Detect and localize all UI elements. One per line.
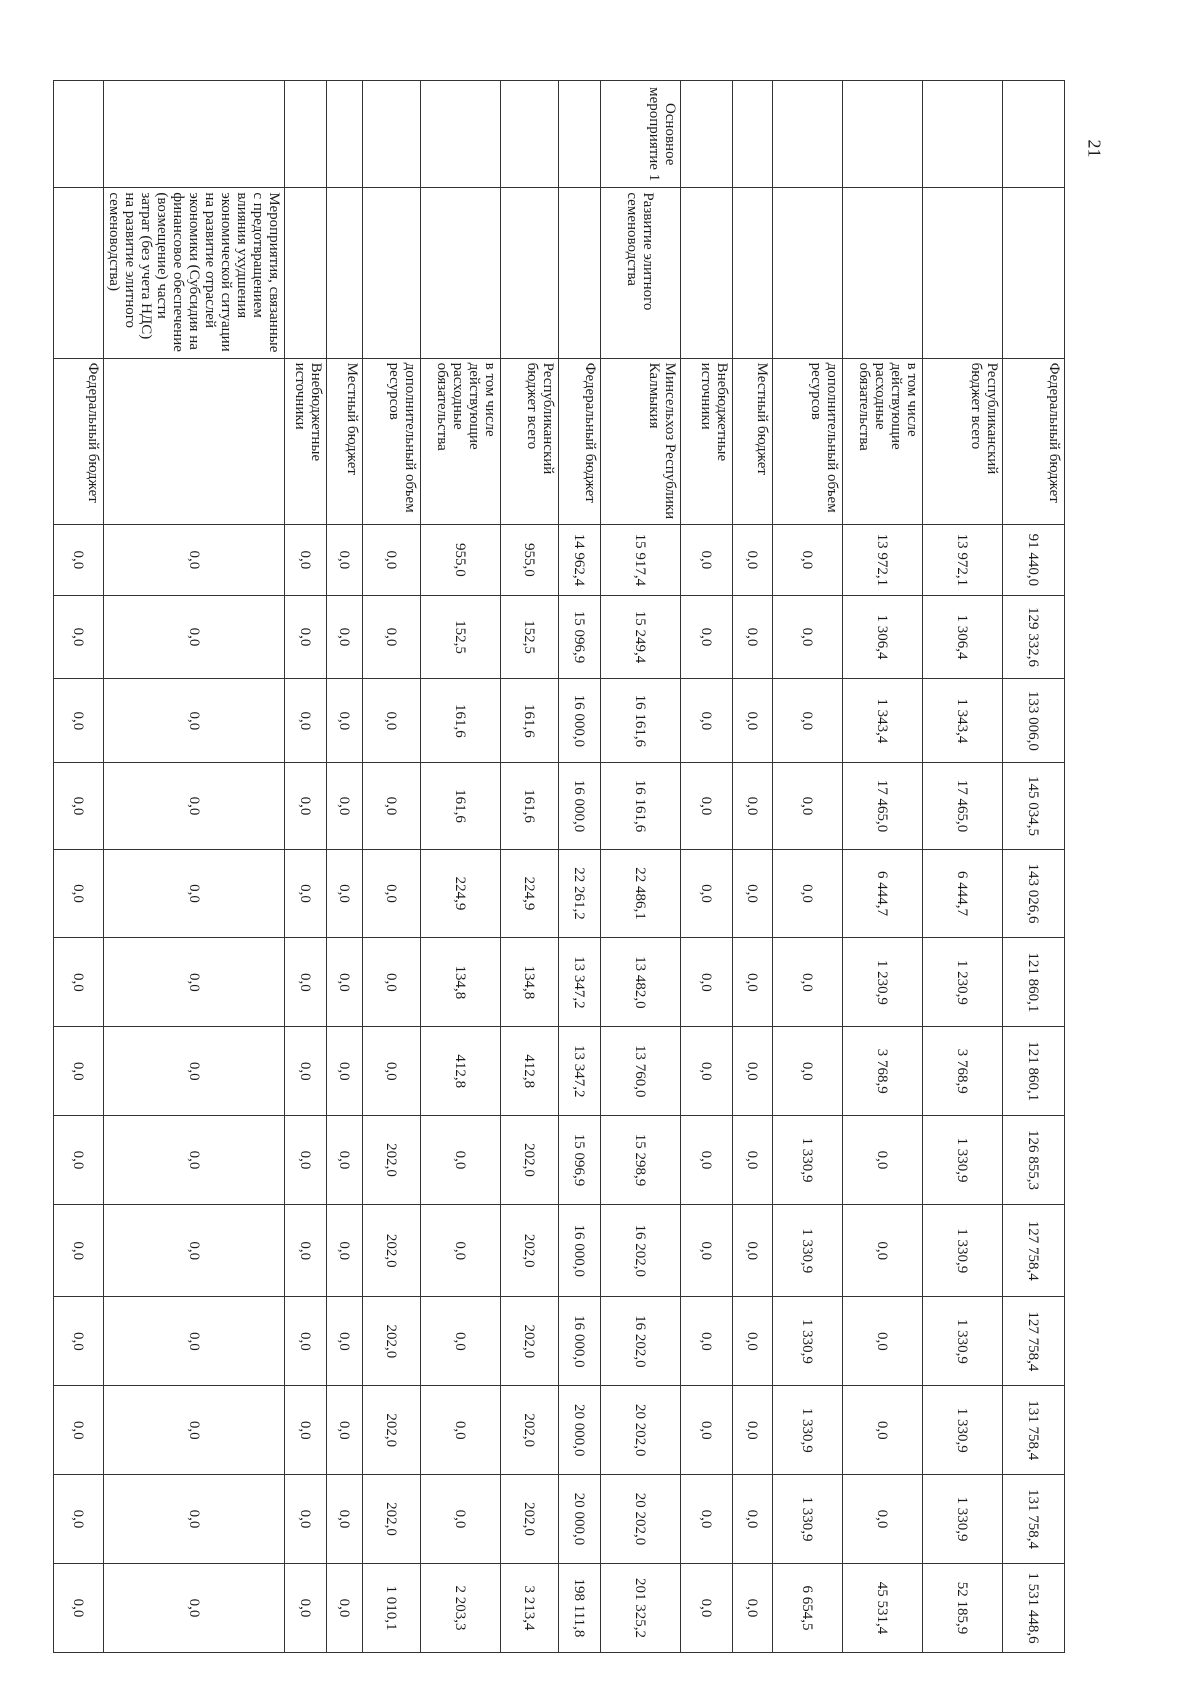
activity-number-cell [501,81,559,188]
value-cell: 0,0 [681,1027,733,1116]
value-cell: 0,0 [681,849,733,938]
table-row [421,81,501,1653]
value-cell: 0,0 [285,679,327,763]
value-cell: 198 111,8 [559,1563,601,1652]
value-cell: 0,0 [421,1204,501,1297]
value-cell: 131 758,4 [1003,1386,1065,1475]
value-cell: 202,0 [501,1297,559,1386]
value-cell: 0,0 [54,938,104,1027]
value-cell: 0,0 [733,595,773,679]
value-cell: 0,0 [733,679,773,763]
value-cell: 0,0 [327,938,363,1027]
value-cell: 1 330,9 [773,1386,843,1475]
value-cell: 1 531 448,6 [1003,1563,1065,1652]
value-cell: 121 860,1 [1003,938,1065,1027]
table-row [843,81,923,1653]
value-cell: 0,0 [421,1475,501,1564]
value-cell: 0,0 [104,1297,285,1386]
funding-source-cell: в том числе действующие расходные обязательства [421,358,501,525]
activity-number-cell: Основное мероприятие 1 [601,81,681,188]
value-cell: 13 347,2 [559,938,601,1027]
activity-number-cell [773,81,843,188]
value-cell: 0,0 [773,938,843,1027]
value-cell: 161,6 [421,763,501,849]
value-cell: 1 330,9 [773,1475,843,1564]
funding-source-cell: Внебюджетные источники [285,358,327,525]
value-cell: 0,0 [843,1386,923,1475]
table-row [733,81,773,1653]
value-cell: 224,9 [501,849,559,938]
value-cell: 1 330,9 [923,1116,1003,1205]
value-cell: 201 325,2 [601,1563,681,1652]
rotated-table-sheet [70,80,1065,1653]
value-cell: 202,0 [363,1116,421,1205]
value-cell: 0,0 [104,1204,285,1297]
activity-name-cell [285,188,327,358]
value-cell: 152,5 [421,595,501,679]
funding-source-cell: Республиканский бюджет всего [923,358,1003,525]
value-cell: 13 347,2 [559,1027,601,1116]
value-cell: 129 332,6 [1003,595,1065,679]
value-cell: 0,0 [421,1297,501,1386]
activity-name-cell [421,188,501,358]
value-cell: 0,0 [104,525,285,595]
activity-name-cell [681,188,733,358]
value-cell: 16 202,0 [601,1204,681,1297]
value-cell: 0,0 [363,1027,421,1116]
value-cell: 1 330,9 [923,1475,1003,1564]
value-cell: 202,0 [501,1475,559,1564]
table-row [285,81,327,1653]
value-cell: 0,0 [104,1027,285,1116]
value-cell: 0,0 [363,849,421,938]
value-cell: 0,0 [327,763,363,849]
value-cell: 0,0 [327,1116,363,1205]
value-cell: 0,0 [327,1297,363,1386]
value-cell: 22 486,1 [601,849,681,938]
value-cell: 0,0 [285,525,327,595]
value-cell: 0,0 [285,595,327,679]
value-cell: 1 230,9 [923,938,1003,1027]
value-cell: 0,0 [54,849,104,938]
value-cell: 0,0 [681,595,733,679]
value-cell: 13 482,0 [601,938,681,1027]
value-cell: 0,0 [681,938,733,1027]
value-cell: 1 343,4 [923,679,1003,763]
value-cell: 0,0 [327,679,363,763]
value-cell: 0,0 [733,849,773,938]
value-cell: 0,0 [285,763,327,849]
value-cell: 1 230,9 [843,938,923,1027]
value-cell: 0,0 [421,1386,501,1475]
value-cell: 0,0 [843,1204,923,1297]
value-cell: 0,0 [327,1027,363,1116]
value-cell: 16 161,6 [601,763,681,849]
funding-source-cell: Федеральный бюджет [1003,358,1065,525]
value-cell: 15 249,4 [601,595,681,679]
activity-name-cell [363,188,421,358]
value-cell: 0,0 [285,1297,327,1386]
value-cell: 127 758,4 [1003,1297,1065,1386]
value-cell: 16 202,0 [601,1297,681,1386]
value-cell: 0,0 [285,1475,327,1564]
value-cell: 134,8 [501,938,559,1027]
table-row [601,81,681,1653]
activity-name-cell [501,188,559,358]
activity-name-cell [327,188,363,358]
value-cell: 161,6 [421,679,501,763]
value-cell: 16 161,6 [601,679,681,763]
value-cell: 1 306,4 [923,595,1003,679]
value-cell: 131 758,4 [1003,1475,1065,1564]
value-cell: 0,0 [773,595,843,679]
value-cell: 143 026,6 [1003,849,1065,938]
value-cell: 0,0 [54,595,104,679]
activity-name-cell [733,188,773,358]
value-cell: 0,0 [54,763,104,849]
value-cell: 0,0 [285,849,327,938]
value-cell: 17 465,0 [923,763,1003,849]
value-cell: 0,0 [733,1563,773,1652]
table-row [501,81,559,1653]
value-cell: 0,0 [104,679,285,763]
funding-source-cell: дополнительный объем ресурсов [363,358,421,525]
value-cell: 15 096,9 [559,595,601,679]
activity-number-cell [54,81,104,188]
value-cell: 0,0 [285,1386,327,1475]
value-cell: 0,0 [327,1563,363,1652]
activity-number-cell [285,81,327,188]
value-cell: 0,0 [54,1027,104,1116]
value-cell: 20 202,0 [601,1475,681,1564]
value-cell: 22 261,2 [559,849,601,938]
activity-name-cell [843,188,923,358]
table-row [363,81,421,1653]
value-cell: 127 758,4 [1003,1204,1065,1297]
value-cell: 0,0 [104,938,285,1027]
value-cell: 3 213,4 [501,1563,559,1652]
value-cell: 0,0 [327,1386,363,1475]
value-cell: 1 330,9 [923,1386,1003,1475]
value-cell: 1 010,1 [363,1563,421,1652]
value-cell: 202,0 [501,1386,559,1475]
value-cell: 145 034,5 [1003,763,1065,849]
value-cell: 15 917,4 [601,525,681,595]
activity-name-cell [559,188,601,358]
value-cell: 0,0 [327,849,363,938]
value-cell: 133 006,0 [1003,679,1065,763]
value-cell: 0,0 [681,679,733,763]
value-cell: 0,0 [54,1386,104,1475]
value-cell: 1 330,9 [923,1204,1003,1297]
value-cell: 16 000,0 [559,679,601,763]
value-cell: 14 962,4 [559,525,601,595]
value-cell: 202,0 [363,1297,421,1386]
value-cell: 0,0 [285,1116,327,1205]
value-cell: 1 330,9 [923,1297,1003,1386]
value-cell: 16 000,0 [559,1297,601,1386]
value-cell: 6 654,5 [773,1563,843,1652]
value-cell: 0,0 [327,525,363,595]
activity-name-cell: Мероприятия, связанные с предотвращением влияния ухудшения экономической ситуации на развитие отраслей экономики (Субсидия на финансовое обеспечение (возмещение) части затрат (без учета НДС) на развитие элитного семеноводства) [104,188,285,358]
funding-source-cell: Республиканский бюджет всего [501,358,559,525]
value-cell: 0,0 [681,1386,733,1475]
activity-number-cell [327,81,363,188]
value-cell: 0,0 [104,1475,285,1564]
funding-source-cell [104,358,285,525]
value-cell: 0,0 [104,595,285,679]
value-cell: 0,0 [843,1297,923,1386]
table-row [773,81,843,1653]
value-cell: 52 185,9 [923,1563,1003,1652]
value-cell: 20 000,0 [559,1475,601,1564]
value-cell: 0,0 [421,1116,501,1205]
activity-number-cell [363,81,421,188]
value-cell: 0,0 [363,679,421,763]
value-cell: 0,0 [733,1386,773,1475]
value-cell: 0,0 [285,1563,327,1652]
value-cell: 1 330,9 [773,1297,843,1386]
value-cell: 412,8 [501,1027,559,1116]
value-cell: 0,0 [104,763,285,849]
funding-source-cell: Местный бюджет [733,358,773,525]
funding-source-cell: в том числе действующие расходные обязательства [843,358,923,525]
value-cell: 0,0 [104,849,285,938]
value-cell: 224,9 [421,849,501,938]
value-cell: 91 440,0 [1003,525,1065,595]
value-cell: 2 203,3 [421,1563,501,1652]
value-cell: 0,0 [104,1563,285,1652]
value-cell: 6 444,7 [843,849,923,938]
value-cell: 202,0 [363,1204,421,1297]
value-cell: 0,0 [733,1116,773,1205]
value-cell: 0,0 [681,1116,733,1205]
value-cell: 202,0 [501,1204,559,1297]
value-cell: 126 855,3 [1003,1116,1065,1205]
value-cell: 0,0 [54,1563,104,1652]
value-cell: 15 298,9 [601,1116,681,1205]
value-cell: 0,0 [681,763,733,849]
activity-name-cell: Развитие элитного семеноводства [601,188,681,358]
value-cell: 202,0 [363,1475,421,1564]
activity-name-cell [54,188,104,358]
value-cell: 412,8 [421,1027,501,1116]
value-cell: 0,0 [681,1563,733,1652]
value-cell: 45 531,4 [843,1563,923,1652]
table-row [559,81,601,1653]
value-cell: 121 860,1 [1003,1027,1065,1116]
activity-number-cell [923,81,1003,188]
activity-number-cell [104,81,285,188]
value-cell: 1 343,4 [843,679,923,763]
table-row [1003,81,1065,1653]
value-cell: 6 444,7 [923,849,1003,938]
value-cell: 0,0 [54,679,104,763]
value-cell: 0,0 [54,1204,104,1297]
value-cell: 0,0 [681,1475,733,1564]
value-cell: 161,6 [501,679,559,763]
value-cell: 0,0 [54,1475,104,1564]
value-cell: 0,0 [733,938,773,1027]
activity-number-cell [681,81,733,188]
value-cell: 0,0 [733,1027,773,1116]
funding-source-cell: дополнительный объем ресурсов [773,358,843,525]
activity-number-cell [1003,81,1065,188]
funding-source-cell: Федеральный бюджет [559,358,601,525]
value-cell: 1 306,4 [843,595,923,679]
value-cell: 0,0 [363,938,421,1027]
value-cell: 0,0 [773,679,843,763]
activity-number-cell [559,81,601,188]
value-cell: 0,0 [681,525,733,595]
value-cell: 955,0 [421,525,501,595]
value-cell: 0,0 [104,1116,285,1205]
value-cell: 13 760,0 [601,1027,681,1116]
page-number: 21 [1084,139,1105,158]
funding-source-cell: Минсельхоз Республики Калмыкия [601,358,681,525]
value-cell: 0,0 [327,1475,363,1564]
value-cell: 0,0 [843,1116,923,1205]
activity-name-cell [1003,188,1065,358]
value-cell: 0,0 [733,1475,773,1564]
table-row [681,81,733,1653]
value-cell: 20 202,0 [601,1386,681,1475]
table-row [327,81,363,1653]
funding-source-cell: Федеральный бюджет [54,358,104,525]
budget-table [53,80,1065,1653]
value-cell: 20 000,0 [559,1386,601,1475]
value-cell: 0,0 [773,849,843,938]
value-cell: 0,0 [285,1204,327,1297]
value-cell: 13 972,1 [843,525,923,595]
table-row [54,81,104,1653]
value-cell: 202,0 [501,1116,559,1205]
activity-number-cell [843,81,923,188]
table-row [104,81,285,1653]
value-cell: 202,0 [363,1386,421,1475]
activity-number-cell [421,81,501,188]
value-cell: 161,6 [501,763,559,849]
value-cell: 955,0 [501,525,559,595]
activity-name-cell [923,188,1003,358]
value-cell: 0,0 [843,1475,923,1564]
value-cell: 0,0 [54,1116,104,1205]
value-cell: 1 330,9 [773,1116,843,1205]
value-cell: 0,0 [773,1027,843,1116]
value-cell: 0,0 [54,1297,104,1386]
value-cell: 17 465,0 [843,763,923,849]
value-cell: 0,0 [733,1204,773,1297]
value-cell: 0,0 [681,1297,733,1386]
value-cell: 1 330,9 [773,1204,843,1297]
value-cell: 16 000,0 [559,763,601,849]
value-cell: 0,0 [733,1297,773,1386]
value-cell: 3 768,9 [843,1027,923,1116]
value-cell: 0,0 [773,525,843,595]
value-cell: 3 768,9 [923,1027,1003,1116]
activity-number-cell [733,81,773,188]
value-cell: 0,0 [327,595,363,679]
funding-source-cell: Местный бюджет [327,358,363,525]
value-cell: 0,0 [733,525,773,595]
activity-name-cell [773,188,843,358]
value-cell: 0,0 [104,1386,285,1475]
value-cell: 0,0 [681,1204,733,1297]
table-row [923,81,1003,1653]
value-cell: 134,8 [421,938,501,1027]
value-cell: 15 096,9 [559,1116,601,1205]
value-cell: 0,0 [773,763,843,849]
value-cell: 0,0 [285,1027,327,1116]
value-cell: 0,0 [363,525,421,595]
value-cell: 0,0 [733,763,773,849]
value-cell: 0,0 [327,1204,363,1297]
value-cell: 16 000,0 [559,1204,601,1297]
funding-source-cell: Внебюджетные источники [681,358,733,525]
value-cell: 0,0 [363,763,421,849]
value-cell: 0,0 [363,595,421,679]
value-cell: 13 972,1 [923,525,1003,595]
value-cell: 0,0 [285,938,327,1027]
value-cell: 152,5 [501,595,559,679]
value-cell: 0,0 [54,525,104,595]
